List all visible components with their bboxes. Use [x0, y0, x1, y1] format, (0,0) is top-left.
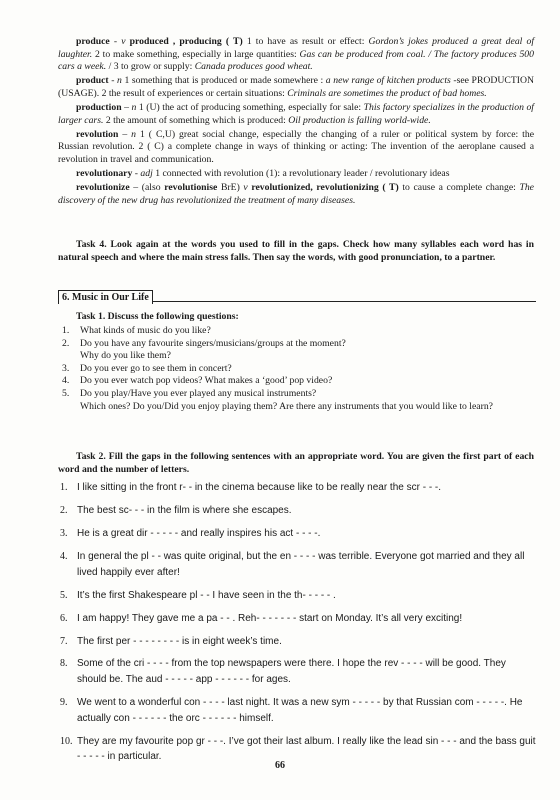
entry-revolutionize: revolutionize – (also revolutionise BrE) v revolutionized, revolutionizing ( T) to cause a complete change: The discovery of the new drug has revolutionized the treatment of many diseases. — [58, 182, 534, 206]
question-text: Do you ever go to see them in concert? — [80, 362, 232, 374]
entry-revolution: revolution – n 1 ( C,U) great social change, especially the changing of a ruler or political system by force: the Russian revolution. 2 ( C) a complete change in ways of thinking or acting: The invention of the aeroplane caused a revolution in travel and communication. — [58, 128, 534, 165]
question-number: 5. — [62, 387, 70, 399]
question-text: What kinds of music do you like? — [80, 325, 211, 336]
sentence-item — [60, 549, 536, 580]
question-text: Do you have any favourite singers/musicians/groups at the moment? — [80, 337, 346, 349]
sentence-number: 8. — [60, 658, 68, 670]
question-number: 3. — [62, 362, 70, 374]
sentence-number: 4. — [60, 550, 68, 562]
sentence-text: It’s the first Shakespeare pl - - I have seen in the th- - - - - . — [77, 589, 336, 601]
sentence-text: The best sc- - - in the film is where she escapes. — [77, 504, 292, 516]
gap-fill-sentences — [60, 480, 536, 772]
question-number: 4. — [62, 375, 70, 387]
section-title: 6. Music in Our Life — [58, 290, 153, 304]
sentence-item — [60, 480, 536, 496]
sentence-number: 1. — [60, 482, 68, 493]
question-text: Do you ever watch pop videos? What makes a ‘good’ pop video? — [80, 375, 333, 387]
sentence-number: 2. — [60, 504, 68, 516]
sentence-text: They are my favourite pop gr - - -. I’ve got their last album. I really like the lead sin - - - and the bass guit - - - - - in particular. — [77, 735, 536, 763]
question-item — [62, 363, 530, 376]
question-text: Do you play/Have you ever played any musical instruments? — [80, 387, 317, 399]
sentence-item — [60, 656, 536, 687]
question-body — [80, 338, 346, 351]
sentence-text: He is a great dir - - - - - and really inspires his act - - - -. — [77, 527, 321, 539]
sentence-text: The first per - - - - - - - - is in eight week’s time. — [77, 635, 282, 647]
sentence-number: 9. — [60, 697, 68, 709]
question-body — [80, 363, 232, 376]
sentence-item — [60, 611, 536, 627]
sentence-number: 7. — [60, 635, 68, 647]
question-item — [62, 325, 530, 338]
question-item — [62, 388, 530, 401]
sentence-number: 5. — [60, 589, 68, 601]
entry-production: production – n 1 (U) the act of producing something, especially for sale: This factory specializes in the production of larger cars. 2 the amount of something which is produced: Oil production is falling world-wide. — [58, 101, 534, 126]
question-followup: Why do you like them? — [80, 350, 171, 362]
sentence-number: 3. — [60, 527, 68, 539]
dictionary-entries — [58, 36, 534, 209]
sentence-text: In general the pl - - was quite original, but the en - - - - was terrible. Everyone got married and they all lived happily ever after! — [77, 550, 525, 578]
sentence-number: 10. — [60, 735, 73, 747]
question-item — [62, 375, 530, 388]
sentence-item — [60, 526, 536, 542]
task-4-instructions: Task 4. Look again at the words you used to fill in the gaps. Check how many syllables each word has in natural speech and where the main stress falls. Then say the words, with good pronunciation, to a partner. — [58, 239, 534, 263]
sentence-text: Some of the cri - - - - from the top newspapers were there. I hope the rev - - - - will be good. They should be. The aud - - - - - app - - - - - - for ages. — [77, 658, 506, 686]
entry-revolutionary: revolutionary - adj 1 connected with revolution (1): a revolutionary leader / revolutionary ideas — [76, 167, 450, 179]
sentence-text: We went to a wonderful con - - - - last night. It was a new sym - - - - - by that Russian com - - - - -. He actually con - - - - - - the orc - - - - - - himself. — [77, 697, 523, 724]
sentence-item — [60, 588, 536, 604]
question-body — [80, 388, 316, 401]
sentence-item — [60, 503, 536, 519]
question-body — [80, 375, 332, 388]
page-number: 66 — [275, 760, 285, 771]
sentence-text: I like sitting in the front r- - in the cinema because like to be really near the scr - - -. — [77, 482, 442, 493]
sentence-item — [60, 695, 536, 726]
sentence-text: I am happy! They gave me a pa - - . Reh- - - - - - - start on Monday. It’s all very exciting! — [77, 612, 463, 624]
question-body — [80, 325, 211, 338]
task-1-title: Task 1. Discuss the following questions: — [76, 311, 239, 322]
question-item — [62, 338, 530, 351]
question-number: 2. — [62, 337, 70, 349]
question-followup: Which ones? Do you/Did you enjoy playing them? Are there any instruments that you would like to learn? — [80, 400, 493, 412]
question-number: 1. — [62, 325, 70, 336]
sentence-item — [60, 634, 536, 650]
discussion-questions — [62, 325, 530, 413]
section-heading — [58, 287, 536, 302]
entry-product: product - n 1 something that is produced or made somewhere : a new range of kitchen products -see PRODUCTION (USAGE). 2 the result of experiences or certain situations: Criminals are sometimes the product of bad homes. — [58, 75, 534, 99]
sentence-number: 6. — [60, 612, 68, 624]
entry-produce: produce - v produced , producing ( T) 1 to have as result or effect: Gordon’s jokes produced a great deal of laughter. 2 to make something, especially in large quantities: Gas can be produced from coal. / The factory produces 500 cars a week. / 3 to grow or supply: Canada produces good wheat. — [58, 36, 535, 73]
task-2-instructions: Task 2. Fill the gaps in the following sentences with an appropriate word. You are given the first part of each word and the number of letters. — [58, 451, 534, 475]
